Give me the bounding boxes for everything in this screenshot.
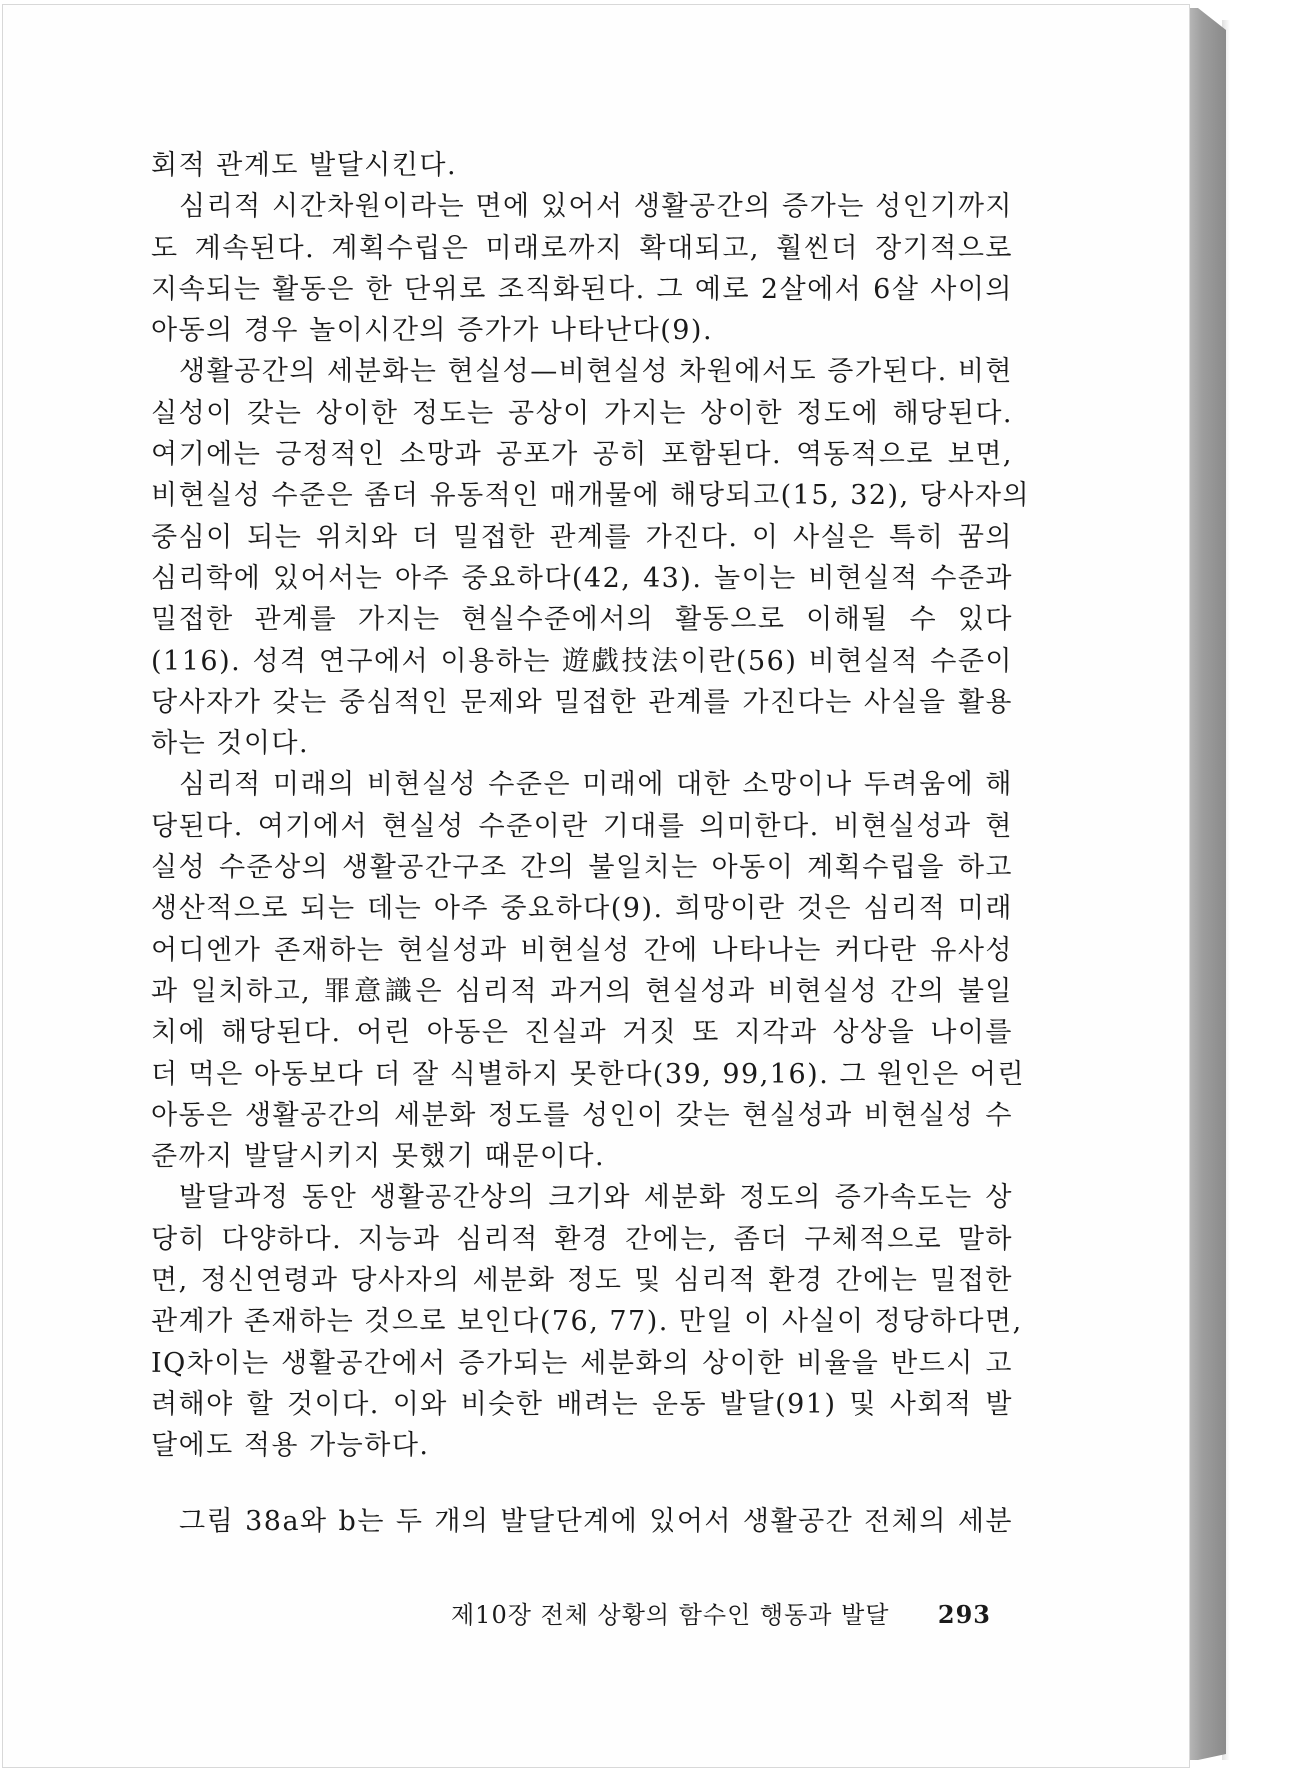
text-line: 더 먹은 아동보다 더 잘 식별하지 못한다(39, 99,16). 그 원인은 어린 <box>151 1058 1026 1090</box>
text-line: 지속되는 활동은 한 단위로 조직화된다. 그 예로 2살에서 6살 사이의 <box>151 273 1013 305</box>
page-footer <box>451 1595 991 1635</box>
text-line: 심리적 시간차원이라는 면에 있어서 생활공간의 증가는 성인기까지 <box>179 191 1013 223</box>
text-line: 당된다. 여기에서 현실성 수준이란 기대를 의미한다. 비현실성과 현 <box>151 810 1013 842</box>
text-line: 아동은 생활공간의 세분화 정도를 성인이 갖는 현실성과 비현실성 수 <box>151 1099 1013 1131</box>
text-line: IQ차이는 생활공간에서 증가되는 세분화의 상이한 비율을 반드시 고 <box>151 1347 1013 1379</box>
text-line: 과 일치하고, 罪意識은 심리적 과거의 현실성과 비현실성 간의 불일 <box>151 975 1013 1007</box>
body-text <box>151 145 1031 1542</box>
book-page <box>2 4 1190 1768</box>
text-line: 려해야 할 것이다. 이와 비슷한 배려는 운동 발달(91) 및 사회적 발 <box>151 1388 1013 1420</box>
text-line: 도 계속된다. 계획수립은 미래로까지 확대되고, 훨씬더 장기적으로 <box>151 232 1013 264</box>
text-line: 생활공간의 세분화는 현실성—비현실성 차원에서도 증가된다. 비현 <box>179 356 1013 388</box>
text-line: 당사자가 갖는 중심적인 문제와 밀접한 관계를 가진다는 사실을 활용 <box>151 686 1013 718</box>
text-line: 당히 다양하다. 지능과 심리적 환경 간에는, 좀더 구체적으로 말하 <box>151 1223 1013 1255</box>
text-line: 달에도 적용 가능하다. <box>151 1430 430 1462</box>
text-line: 발달과정 동안 생활공간상의 크기와 세분화 정도의 증가속도는 상 <box>179 1182 1013 1214</box>
text-line: 치에 해당된다. 어린 아동은 진실과 거짓 또 지각과 상상을 나이를 <box>151 1017 1013 1049</box>
text-line: 아동의 경우 놀이시간의 증가가 나타난다(9). <box>151 315 714 347</box>
text-line: 생산적으로 되는 데는 아주 중요하다(9). 희망이란 것은 심리적 미래 <box>151 893 1013 925</box>
text-line: (116). 성격 연구에서 이용하는 遊戯技法이란(56) 비현실적 수준이 <box>151 645 1013 677</box>
text-line: 준까지 발달시키지 못했기 때문이다. <box>151 1141 606 1173</box>
text-line: 회적 관계도 발달시킨다. <box>151 150 458 181</box>
text-line: 비현실성 수준은 좀더 유동적인 매개물에 해당되고(15, 32), 당사자의 <box>151 480 1031 512</box>
text-line: 중심이 되는 위치와 더 밀접한 관계를 가진다. 이 사실은 특히 꿈의 <box>151 521 1013 553</box>
text-line: 하는 것이다. <box>151 728 310 760</box>
text-line: 심리적 미래의 비현실성 수준은 미래에 대한 소망이나 두려움에 해 <box>179 769 1013 801</box>
paragraph-gap <box>151 1467 1013 1501</box>
text-line: 심리학에 있어서는 아주 중요하다(42, 43). 놀이는 비현실적 수준과 <box>151 562 1013 594</box>
text-line: 실성이 갖는 상이한 정도는 공상이 가지는 상이한 정도에 해당된다. <box>151 397 1013 429</box>
text-line: 여기에는 긍정적인 소망과 공포가 공히 포함된다. 역동적으로 보면, <box>151 439 1013 471</box>
text-line: 밀접한 관계를 가지는 현실수준에서의 활동으로 이해될 수 있다 <box>151 604 1013 636</box>
final-paragraph-line: 그림 38a와 b는 두 개의 발달단계에 있어서 생활공간 전체의 세분 <box>179 1505 1013 1537</box>
text-line: 어디엔가 존재하는 현실성과 비현실성 간에 나타나는 커다란 유사성 <box>151 934 1013 966</box>
text-line: 관계가 존재하는 것으로 보인다(76, 77). 만일 이 사실이 정당하다면, <box>151 1306 1023 1338</box>
text-line: 면, 정신연령과 당사자의 세분화 정도 및 심리적 환경 간에는 밀접한 <box>151 1265 1013 1297</box>
page-edge <box>1186 8 1226 1760</box>
page-number: 293 <box>937 1600 991 1629</box>
text-line: 실성 수준상의 생활공간구조 간의 불일치는 아동이 계획수립을 하고 <box>151 852 1013 884</box>
running-head: 제10장 전체 상황의 함수인 행동과 발달 <box>451 1601 890 1629</box>
